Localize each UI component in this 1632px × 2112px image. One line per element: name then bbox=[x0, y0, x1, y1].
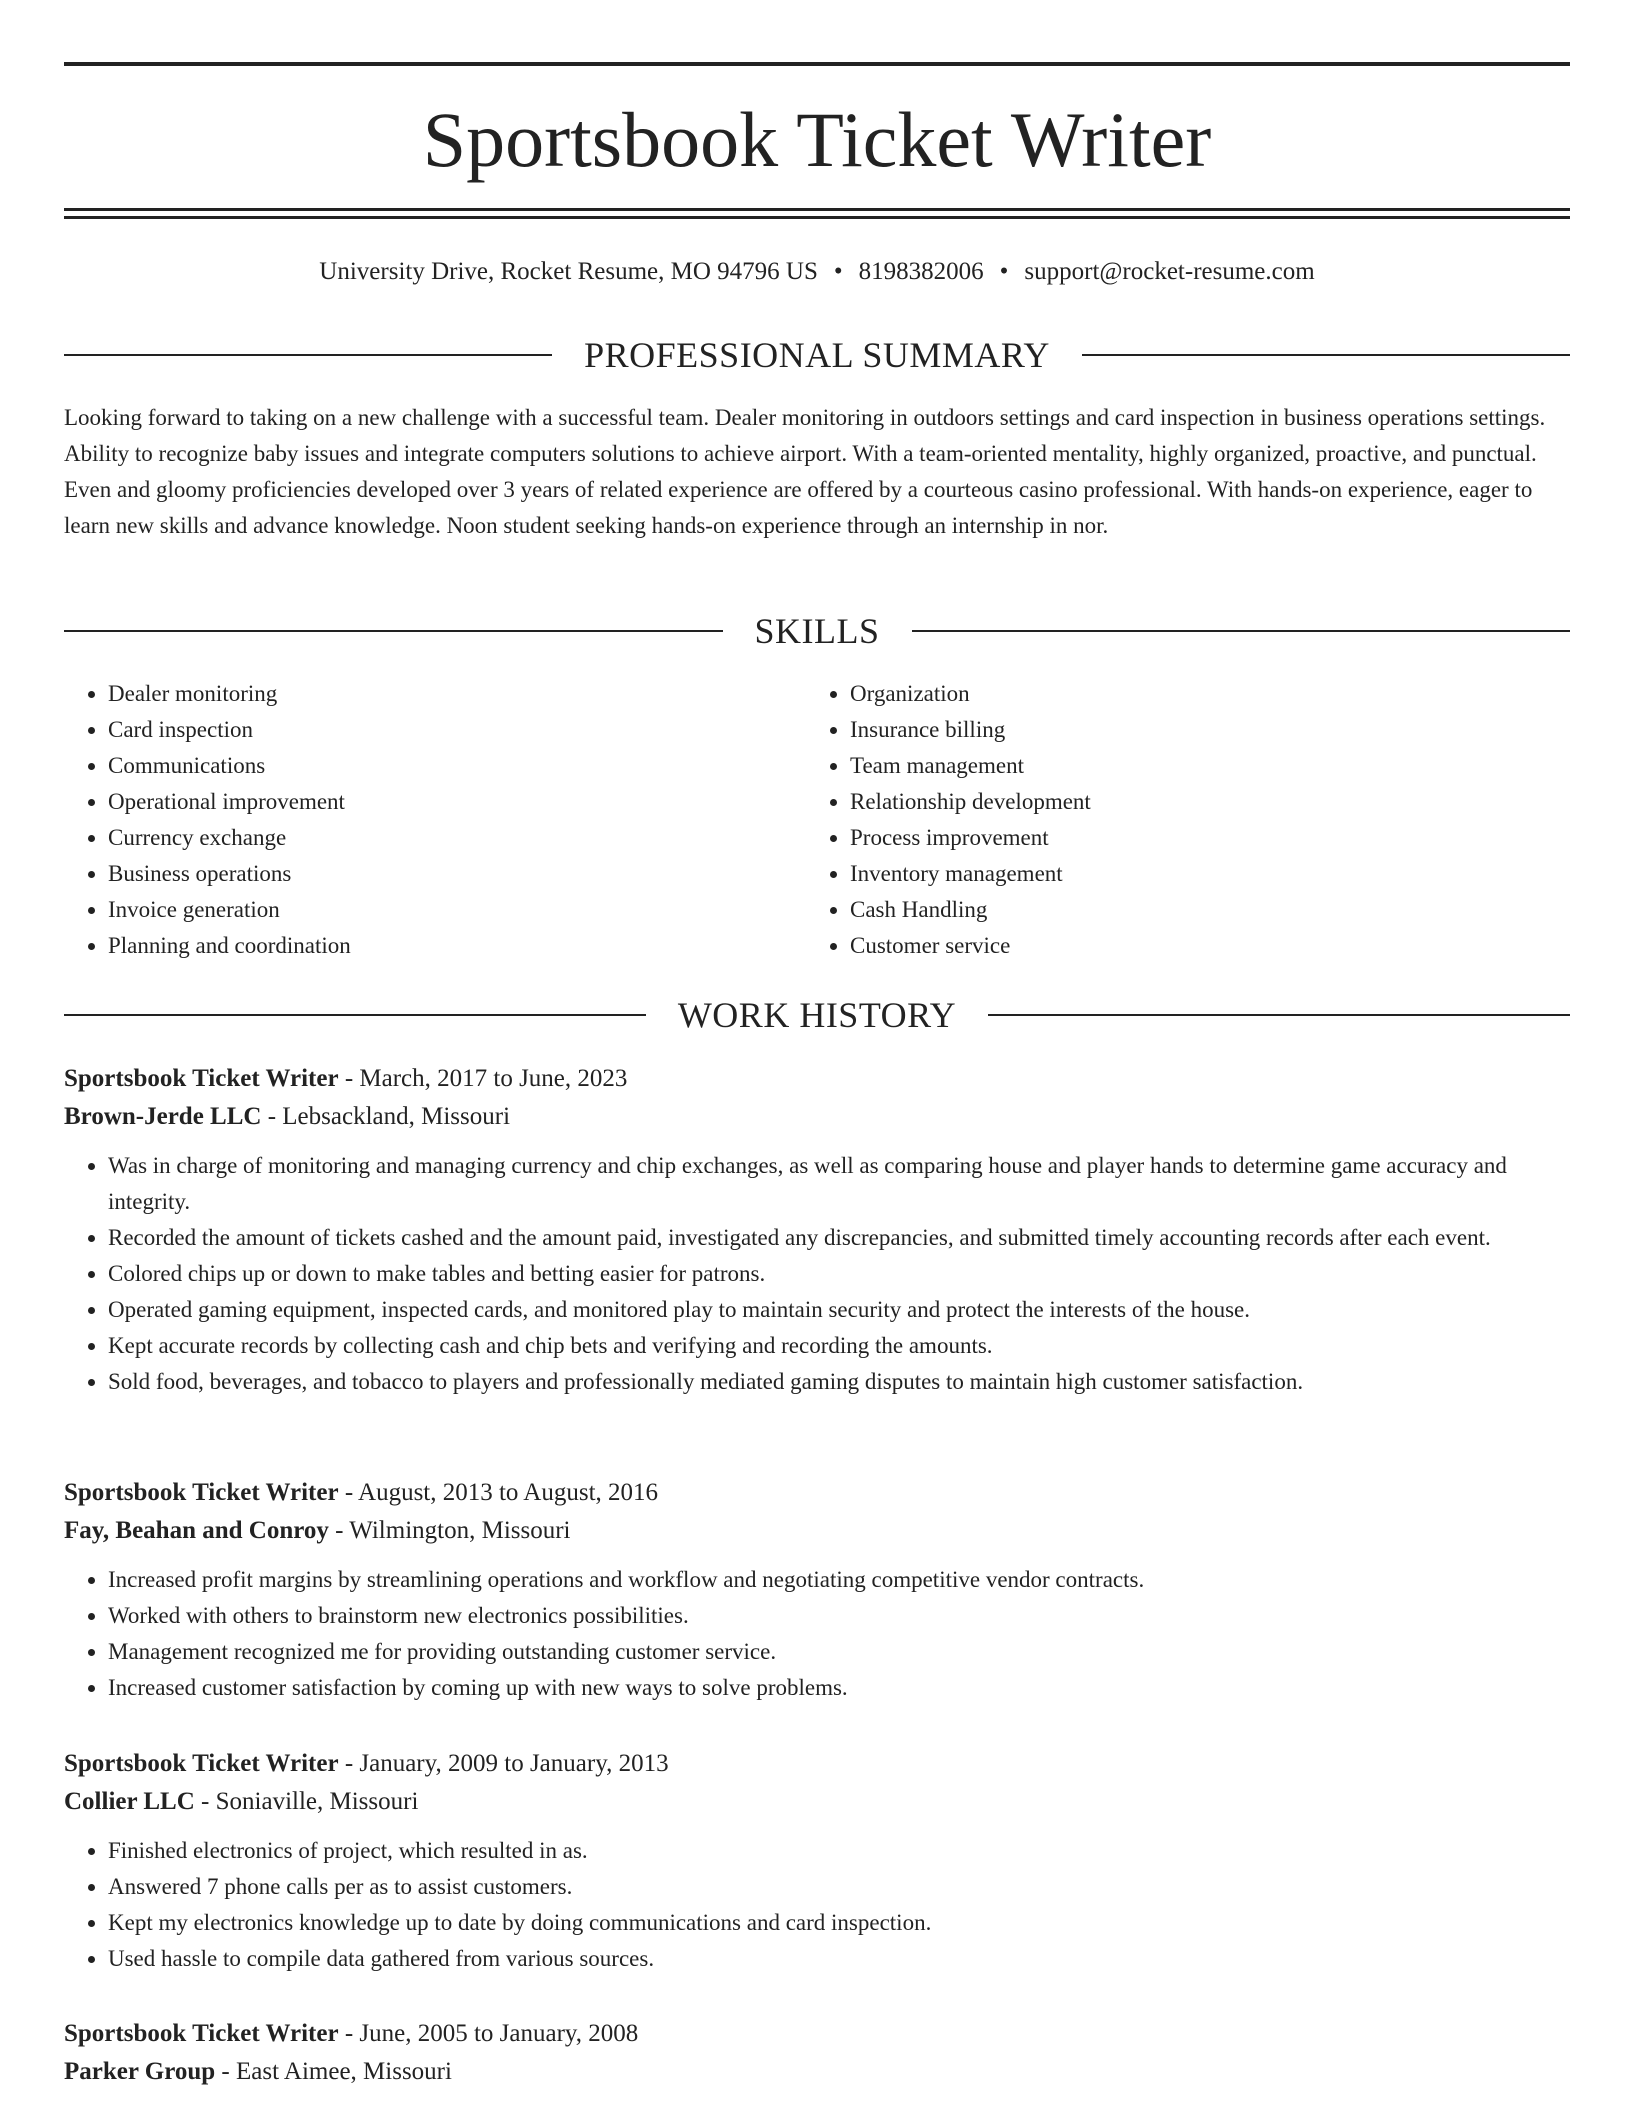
skills-column-left bbox=[64, 676, 764, 964]
job-title-line bbox=[64, 2015, 1570, 2053]
job-title: Sportsbook Ticket Writer bbox=[64, 1479, 339, 1506]
heading-rule-right bbox=[1082, 354, 1570, 356]
skill-item: • Inventory management bbox=[850, 856, 1506, 892]
job-entry bbox=[64, 2015, 1570, 2091]
job-title-line bbox=[64, 1745, 1570, 1783]
contact-line bbox=[64, 254, 1570, 290]
top-rule bbox=[64, 62, 1570, 66]
skills-heading-label: SKILLS bbox=[754, 611, 880, 651]
job-title-line bbox=[64, 1060, 1570, 1098]
job-entry bbox=[64, 1060, 1570, 1400]
job-title: Sportsbook Ticket Writer bbox=[64, 2020, 339, 2047]
job-company: Collier LLC bbox=[64, 1788, 195, 1815]
title-rule-upper bbox=[64, 208, 1570, 211]
skill-item: • Currency exchange bbox=[108, 820, 764, 856]
job-dates: - August, 2013 to August, 2016 bbox=[338, 1479, 659, 1506]
skill-item: • Communications bbox=[108, 748, 764, 784]
skill-item: • Customer service bbox=[850, 928, 1506, 964]
job-location: - East Aimee, Missouri bbox=[215, 2058, 452, 2085]
job-title: Sportsbook Ticket Writer bbox=[64, 1065, 339, 1092]
job-company-line bbox=[64, 2053, 1570, 2091]
job-bullet: • Operated gaming equipment, inspected cards, and monitored play to maintain security and protect the interests of the house. bbox=[108, 1292, 1570, 1328]
skill-item: • Organization bbox=[850, 676, 1506, 712]
heading-rule-left bbox=[64, 630, 723, 632]
job-entry bbox=[64, 1745, 1570, 1977]
job-dates: - June, 2005 to January, 2008 bbox=[338, 2020, 639, 2047]
job-title: Sportsbook Ticket Writer bbox=[64, 1750, 339, 1777]
job-bullet: • Kept my electronics knowledge up to date by doing communications and card inspection. bbox=[108, 1905, 1570, 1941]
job-entry bbox=[64, 1474, 1570, 1706]
skill-item: • Planning and coordination bbox=[108, 928, 764, 964]
heading-rule-right bbox=[912, 630, 1571, 632]
work-heading bbox=[64, 990, 1570, 1040]
job-bullet: • Was in charge of monitoring and managing currency and chip exchanges, as well as comparing house and player hands to determine game accuracy and integrity. bbox=[108, 1148, 1570, 1220]
job-title-line bbox=[64, 1474, 1570, 1512]
contact-address: University Drive, Rocket Resume, MO 94796 US bbox=[319, 258, 818, 285]
skill-item: • Team management bbox=[850, 748, 1506, 784]
heading-rule-left bbox=[64, 1014, 646, 1016]
skill-item: • Card inspection bbox=[108, 712, 764, 748]
job-company: Parker Group bbox=[64, 2058, 216, 2085]
job-company-line bbox=[64, 1512, 1570, 1550]
job-bullets bbox=[64, 1833, 1570, 1977]
job-company-line bbox=[64, 1783, 1570, 1821]
contact-separator: • bbox=[999, 258, 1009, 285]
job-bullets bbox=[64, 1148, 1570, 1400]
job-bullet: • Colored chips up or down to make tables and betting easier for patrons. bbox=[108, 1256, 1570, 1292]
job-company: Brown-Jerde LLC bbox=[64, 1103, 262, 1130]
job-bullet: • Used hassle to compile data gathered from various sources. bbox=[108, 1941, 1570, 1977]
heading-rule-right bbox=[988, 1014, 1570, 1016]
job-dates: - March, 2017 to June, 2023 bbox=[338, 1065, 628, 1092]
job-bullet: • Kept accurate records by collecting cash and chip bets and verifying and recording the amounts. bbox=[108, 1328, 1570, 1364]
job-bullet: • Management recognized me for providing outstanding customer service. bbox=[108, 1634, 1570, 1670]
title-rule-lower bbox=[64, 216, 1570, 219]
job-bullet: • Increased customer satisfaction by coming up with new ways to solve problems. bbox=[108, 1670, 1570, 1706]
heading-rule-left bbox=[64, 354, 552, 356]
skills-heading bbox=[64, 606, 1570, 656]
skills-column-right bbox=[806, 676, 1506, 964]
job-company-line bbox=[64, 1098, 1570, 1136]
skill-item: • Insurance billing bbox=[850, 712, 1506, 748]
skill-item: • Cash Handling bbox=[850, 892, 1506, 928]
skill-item: • Dealer monitoring bbox=[108, 676, 764, 712]
job-location: - Lebsackland, Missouri bbox=[261, 1103, 511, 1130]
skill-item: • Operational improvement bbox=[108, 784, 764, 820]
job-bullet: • Answered 7 phone calls per as to assist customers. bbox=[108, 1869, 1570, 1905]
job-bullets bbox=[64, 1562, 1570, 1706]
summary-text: Looking forward to taking on a new challenge with a successful team. Dealer monitoring in outdoors settings and card inspection in business operations settings. Ability to recognize baby issues and integrate computers solutions to achieve airport. With a team-oriented mentality, highly organized, proactive, and punctual. Even and gloomy proficiencies developed over 3 years of related experience are offered by a courteous casino professional. With hands-on experience, eager to learn new skills and advance knowledge. Noon student seeking hands-on experience through an internship in nor. bbox=[64, 405, 1546, 538]
contact-separator: • bbox=[833, 258, 843, 285]
job-location: - Soniaville, Missouri bbox=[194, 1788, 419, 1815]
skill-item: • Invoice generation bbox=[108, 892, 764, 928]
job-dates: - January, 2009 to January, 2013 bbox=[338, 1750, 669, 1777]
job-bullet: • Increased profit margins by streamlining operations and workflow and negotiating competitive vendor contracts. bbox=[108, 1562, 1570, 1598]
job-company: Fay, Beahan and Conroy bbox=[64, 1517, 329, 1544]
resume-title: Sportsbook Ticket Writer bbox=[422, 96, 1212, 183]
skill-item: • Business operations bbox=[108, 856, 764, 892]
skill-item: • Relationship development bbox=[850, 784, 1506, 820]
job-bullet: • Worked with others to brainstorm new electronics possibilities. bbox=[108, 1598, 1570, 1634]
job-bullet: • Finished electronics of project, which resulted in as. bbox=[108, 1833, 1570, 1869]
contact-email: support@rocket-resume.com bbox=[1024, 258, 1315, 285]
summary-heading-label: PROFESSIONAL SUMMARY bbox=[584, 335, 1050, 375]
skill-item: • Process improvement bbox=[850, 820, 1506, 856]
skills-list-left bbox=[64, 676, 764, 964]
summary-heading bbox=[64, 330, 1570, 380]
job-bullet: • Sold food, beverages, and tobacco to players and professionally mediated gaming disputes to maintain high customer satisfaction. bbox=[108, 1364, 1570, 1400]
contact-phone: 8198382006 bbox=[858, 258, 984, 285]
job-location: - Wilmington, Missouri bbox=[328, 1517, 571, 1544]
job-bullet: • Recorded the amount of tickets cashed and the amount paid, investigated any discrepancies, and submitted timely accounting records after each event. bbox=[108, 1220, 1570, 1256]
work-heading-label: WORK HISTORY bbox=[677, 995, 957, 1035]
skills-list-right bbox=[806, 676, 1506, 964]
